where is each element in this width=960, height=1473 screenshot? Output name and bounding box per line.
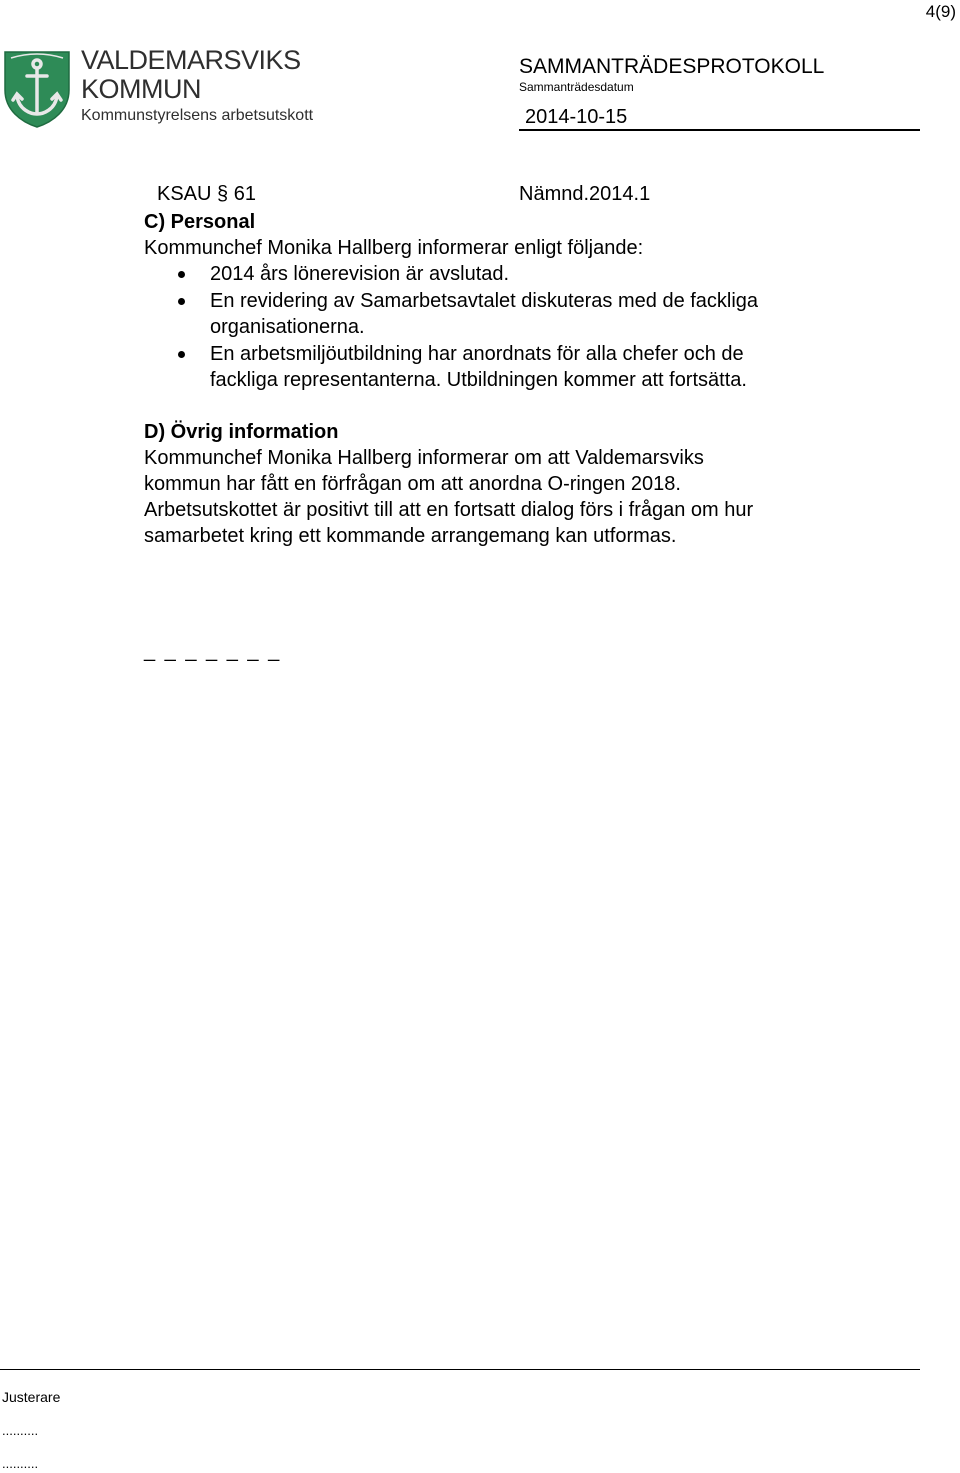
organization-name-line1: VALDEMARSVIKS [81, 45, 301, 75]
page-number: 4(9) [925, 2, 956, 21]
case-reference-number: Nämnd.2014.1 [519, 183, 651, 205]
bullet-icon [178, 298, 185, 305]
list-item-text-continued: organisationerna. [210, 316, 365, 338]
signature-line: .......... [2, 1423, 39, 1438]
bullet-icon [178, 271, 185, 278]
section-c-intro: Kommunchef Monika Hallberg informerar enligt följande: [144, 237, 644, 259]
case-paragraph-number: KSAU § 61 [157, 183, 256, 205]
section-c-heading: C) Personal [144, 211, 256, 233]
list-item [144, 341, 758, 393]
municipal-coat-of-arms-logo [3, 50, 71, 128]
organization-subtitle: Kommunstyrelsens arbetsutskott [81, 107, 314, 124]
list-item-text-continued: fackliga representanterna. Utbildningen kommer att fortsätta. [210, 369, 747, 391]
footer-divider [0, 1369, 920, 1370]
list-item-text: 2014 års lönerevision är avslutad. [210, 263, 510, 285]
section-end-separator: _ _ _ _ _ _ _ [144, 640, 282, 662]
organization-name [81, 46, 301, 104]
section-d-text-line: samarbetet kring ett kommande arrangemang kan utformas. [144, 525, 677, 547]
section-d-text-line: Kommunchef Monika Hallberg informerar om att Valdemarsviks [144, 447, 704, 469]
meeting-date-value: 2014-10-15 [525, 106, 628, 128]
list-item [144, 288, 758, 340]
signature-line: .......... [2, 1456, 39, 1471]
section-d-text-line: kommun har fått en förfrågan om att anordna O-ringen 2018. [144, 473, 681, 495]
document-type-title: SAMMANTRÄDESPROTOKOLL [519, 55, 825, 78]
list-item-text: En arbetsmiljöutbildning har anordnats för alla chefer och de [210, 343, 744, 365]
list-item [144, 261, 758, 287]
bullet-icon [178, 351, 185, 358]
header-divider [519, 129, 920, 131]
meeting-date-label: Sammanträdesdatum [519, 80, 634, 94]
section-c-bullet-list [144, 261, 758, 394]
footer-signatory-label: Justerare [2, 1389, 61, 1405]
organization-name-line2: KOMMUN [81, 74, 201, 104]
list-item-text: En revidering av Samarbetsavtalet diskuteras med de fackliga [210, 290, 759, 312]
section-d-text-line: Arbetsutskottet är positivt till att en fortsatt dialog förs i frågan om hur [144, 499, 754, 521]
section-d-heading: D) Övrig information [144, 421, 339, 443]
